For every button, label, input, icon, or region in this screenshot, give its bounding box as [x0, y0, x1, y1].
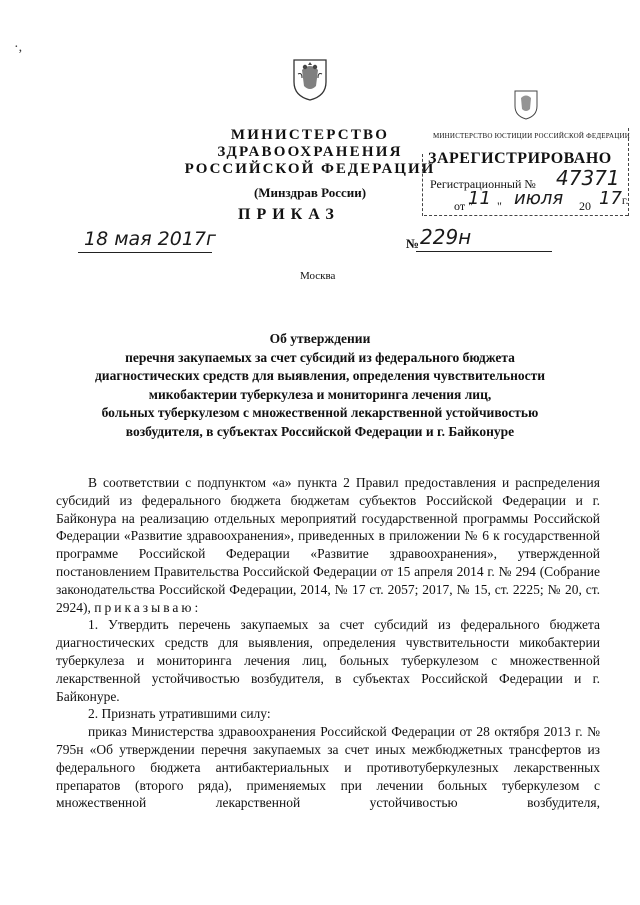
order-date: 18 мая 2017г	[84, 228, 216, 250]
title-line: перечня закупаемых за счет субсидий из федерального бюджета	[125, 349, 515, 365]
stamp-ministry: МИНИСТЕРСТВО ЮСТИЦИИ РОССИЙСКОЙ ФЕДЕРАЦИИ	[433, 132, 630, 140]
title-line: Об утверждении	[269, 331, 371, 346]
order-title	[40, 330, 600, 441]
stamp-border-right	[628, 128, 629, 216]
corner-mark: ·,	[14, 40, 23, 55]
stamp-year-suffix: г.	[621, 193, 629, 207]
stamp-number: 47371	[556, 166, 620, 190]
ministry-name-line1: МИНИСТЕРСТВО ЗДРАВООХРАНЕНИЯ	[217, 127, 403, 160]
number-underline	[416, 251, 552, 252]
stamp-year-prefix: 20	[579, 199, 591, 213]
stamp-day: 11	[468, 188, 491, 209]
stamp-year	[599, 188, 628, 209]
city: Москва	[300, 270, 336, 282]
title-line: диагностических средств для выявления, определения чувствительности	[94, 368, 546, 383]
title-line: возбудителя, в субъектах Российской Федерации и г. Байконуре	[125, 423, 515, 439]
item-2-subitem: приказ Министерства здравоохранения Российской Федерации от 28 октября 2013 г. № 795н «Об утверждении перечня закупаемых за счет иных межбюджетных трансфертов из федерального бюджета антибактериальных и противотуберкулезных лекарственных препаратов (второго ряда), применяемых при лечении больных туберкулезом с множественной лекарственной устойчивостью возбудителя,	[56, 724, 600, 811]
ministry-name-line2: РОССИЙСКОЙ ФЕДЕРАЦИИ	[184, 161, 436, 177]
stamp-border-left	[422, 154, 423, 216]
registration-stamp	[424, 88, 630, 214]
stamp-year-digits: 17	[599, 188, 622, 209]
order-body	[56, 474, 600, 812]
date-underline	[78, 252, 212, 253]
title-line: больных туберкулезом с множественной лекарственной устойчивостью	[101, 405, 539, 420]
document-type: ПРИКАЗ	[238, 206, 340, 223]
stamp-status: ЗАРЕГИСТРИРОВАНО	[428, 150, 612, 167]
coat-of-arms-icon	[290, 56, 330, 102]
item-2: 2. Признать утратившими силу:	[88, 706, 271, 722]
ministry-short-name: (Минздрав России)	[253, 185, 367, 200]
stamp-emblem-icon	[512, 88, 540, 120]
stamp-month: июля	[514, 188, 564, 209]
stamp-date-mid: "	[496, 199, 502, 213]
preamble-text: В соответствии с подпунктом «а» пункта 2 Правил предоставления и распределения субсидий из федерального бюджета бюджетам субъектов Российской Федерации и г. Байконура на реализацию отдельных мероприятий государственной программы Российской Федерации «Развитие здравоохранения», приведенных в приложении № 6 к государственной программе Российской Федерации «Развитие здравоохранения», утвержденной постановлением Правительства Российской Федерации от 15 апреля 2014 г. № 294 (Собрание законодательства Российской Федерации, 2014, № 17 ст. 2057; 2017, № 15, ст. 2225; № 20, ст. 2924),	[56, 475, 600, 615]
stamp-border-bottom	[424, 215, 628, 216]
title-line: микобактерии туберкулеза и мониторинга лечения лиц,	[148, 386, 492, 402]
preamble-paragraph	[56, 474, 600, 616]
stamp-number-label: Регистрационный №	[430, 177, 536, 191]
stamp-date-prefix: от "	[454, 199, 473, 213]
item-1: 1. Утвердить перечень закупаемых за счет субсидий из федерального бюджета диагностических средств для выявления, определения чувствительности микобактерии туберкулеза и мониторинга лечения лиц, больных туберкулезом с множественной лекарственной устойчивостью возбудителя, в субъектах Российской Федерации и г. Байконуре.	[56, 617, 600, 704]
order-word: приказываю:	[94, 599, 202, 615]
order-number-label: №	[406, 236, 420, 251]
order-number: 229н	[420, 225, 472, 249]
